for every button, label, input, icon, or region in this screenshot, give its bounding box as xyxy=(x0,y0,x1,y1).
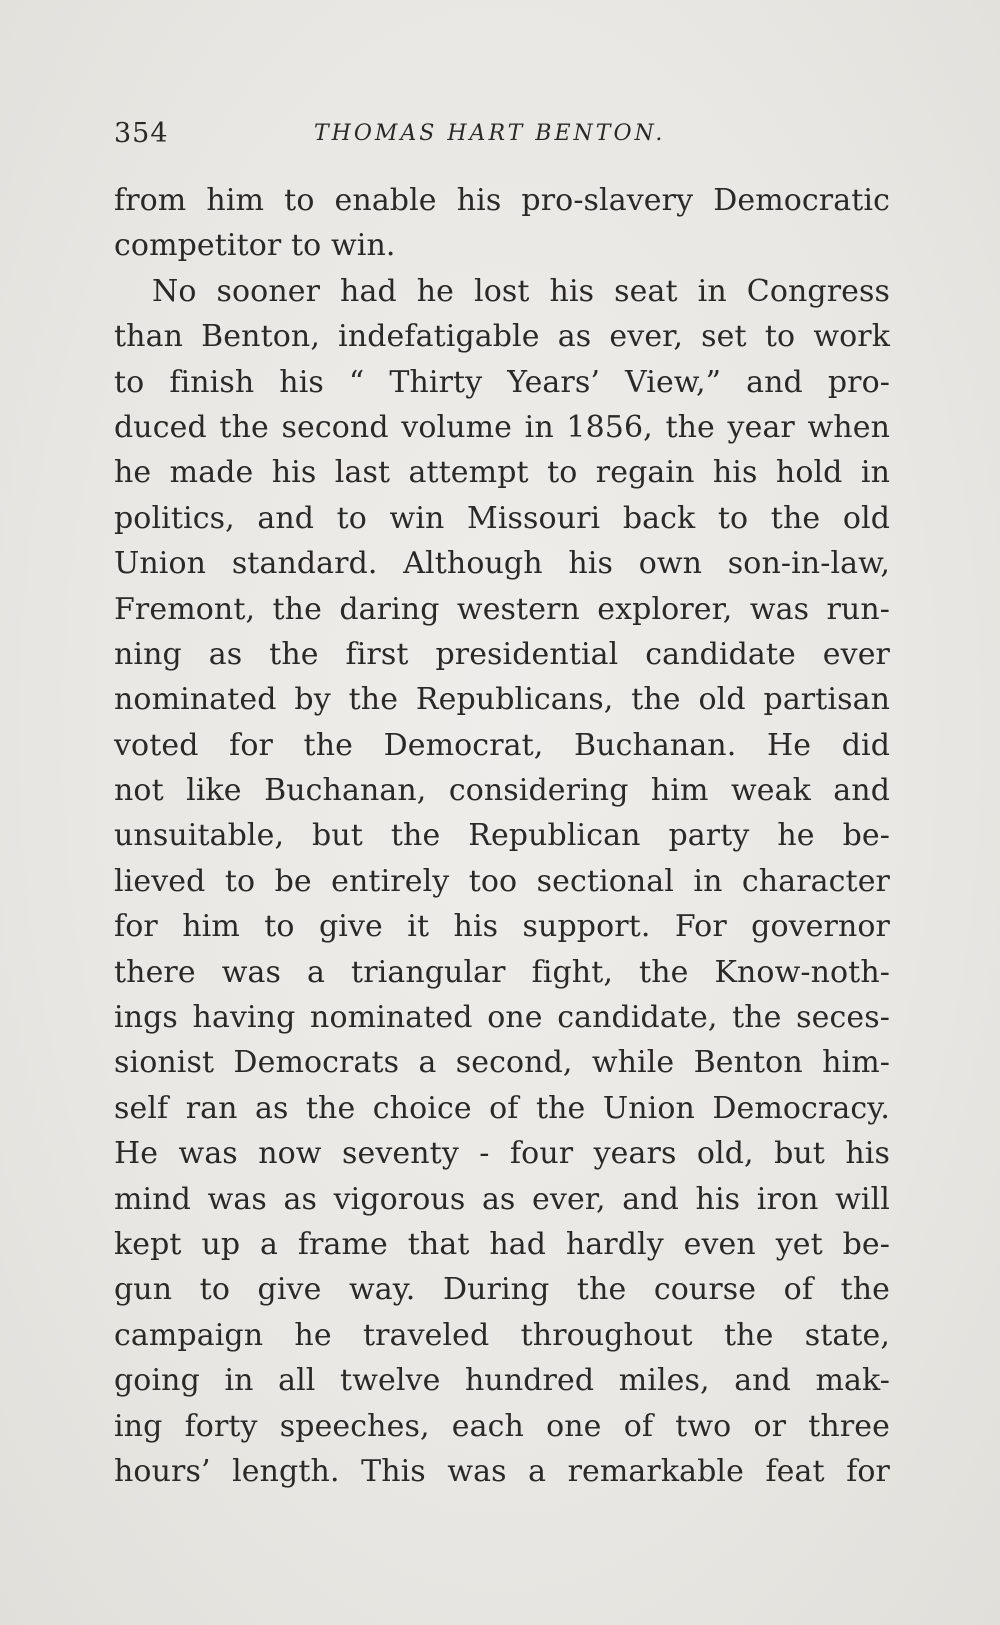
text-line: duced the second volume in 1856, the year when xyxy=(114,409,890,445)
text-line: than Benton, indefatigable as ever, set to work xyxy=(114,319,890,355)
text-line: voted for the Democrat, Buchanan. He did xyxy=(114,727,890,763)
text-line: unsuitable, but the Republican party he be- xyxy=(114,818,890,854)
text-line: not like Buchanan, considering him weak and xyxy=(114,773,890,809)
text-line: campaign he traveled throughout the state, xyxy=(114,1317,890,1353)
text-line: gun to give way. During the course of the xyxy=(114,1272,890,1308)
text-line: kept up a frame that had hardly even yet be- xyxy=(114,1226,890,1262)
text-line: No sooner had he lost his seat in Congress xyxy=(152,273,890,309)
body-text xyxy=(114,178,890,1494)
text-line: he made his last attempt to regain his hold in xyxy=(114,455,890,491)
text-line: hours’ length. This was a remarkable feat for xyxy=(114,1453,890,1489)
text-line: for him to give it his support. For governor xyxy=(114,909,890,945)
text-line: politics, and to win Missouri back to the old xyxy=(114,500,890,536)
text-line: ing forty speeches, each one of two or three xyxy=(114,1408,890,1444)
text-line: self ran as the choice of the Union Democracy. xyxy=(114,1090,890,1126)
text-line: going in all twelve hundred miles, and mak- xyxy=(114,1363,890,1399)
text-line: Union standard. Although his own son-in-law, xyxy=(114,546,890,582)
text-line: lieved to be entirely too sectional in character xyxy=(114,863,890,899)
text-line: ings having nominated one candidate, the seces- xyxy=(114,1000,890,1036)
text-line: He was now seventy - four years old, but his xyxy=(114,1136,890,1172)
text-line: ning as the first presidential candidate ever xyxy=(114,636,890,672)
text-line: from him to enable his pro-slavery Democratic xyxy=(114,183,890,218)
running-title: THOMAS HART BENTON. xyxy=(314,121,666,146)
page-number: 354 xyxy=(114,118,169,149)
text-line: competitor to win. xyxy=(114,228,396,264)
text-line: Fremont, the daring western explorer, was run- xyxy=(114,591,890,627)
text-line: sionist Democrats a second, while Benton him- xyxy=(114,1045,890,1081)
running-head xyxy=(114,118,890,158)
text-line: mind was as vigorous as ever, and his iron will xyxy=(114,1181,890,1217)
text-line: to finish his “ Thirty Years’ View,” and pro- xyxy=(114,364,890,400)
text-line: there was a triangular fight, the Know-noth- xyxy=(114,954,890,990)
text-line: nominated by the Republicans, the old partisan xyxy=(114,682,890,718)
